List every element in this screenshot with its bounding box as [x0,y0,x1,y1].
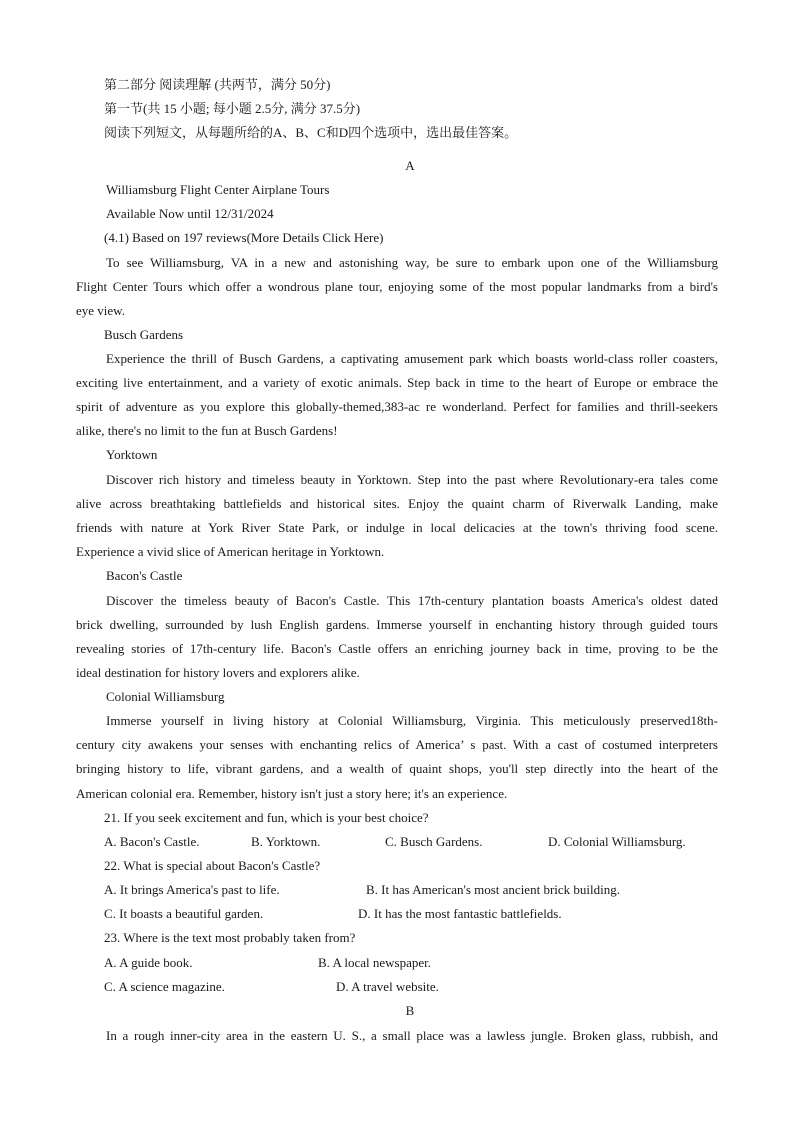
heading-busch-gardens: Busch Gardens [104,327,184,342]
option-21-c: C. Busch Gardens. [385,834,483,849]
paragraph-line: Immerse yourself in living history at Colonial Williamsburg, Virginia. This meticulously preserved18th- [106,713,718,728]
option-23-b: B. A local newspaper. [318,955,432,970]
heading-yorktown: Yorktown [106,447,158,462]
option-21-d: D. Colonial Williamsburg. [548,834,686,849]
option-23-a: A. A guide book. [104,955,193,970]
intro-line-2: Flight Center Tours which offer a wondrous plane tour, enjoying some of the most popular landmarks from a bird's [76,279,718,294]
intro-line-1: To see Williamsburg, VA in a new and astonishing way, be sure to embark upon one of the Williamsburg [106,255,718,270]
option-23-d: D. A travel website. [336,979,439,994]
paragraph-line: bringing history to life, vibrant gardens, and a wealth of quaint shops, you'll step directly into the heart of the [76,761,718,776]
option-21-a: A. Bacon's Castle. [104,834,200,849]
intro-line-3: eye view. [76,303,125,318]
paragraph-line: exciting live entertainment, and a variety of exotic animals. Step back in time to the heart of Europe or embrace the [76,375,718,390]
availability: Available Now until 12/31/2024 [106,206,274,221]
option-21-b: B. Yorktown. [251,834,321,849]
passage-b-line-1: In a rough inner-city area in the eastern U. S., a small place was a lawless jungle. Broken glass, rubbish, and [106,1028,718,1043]
passage-a-letter: A [405,158,415,173]
paragraph-line: alive across breathtaking battlefields and historical sites. Enjoy the quaint charm of Riverwalk Landing, make [76,496,718,511]
paragraph-line: century city awakens your senses with enchanting relics of America’ s past. With a cast of costumed interpreters [76,737,718,752]
paragraph-line: American colonial era. Remember, history isn't just a story here; it's an experience. [76,786,508,801]
paragraph-line: brick dwelling, surrounded by lush English gardens. Immerse yourself in enchanting history through guided tours [76,617,718,632]
passage-b-letter: B [405,1003,415,1018]
question-21: 21. If you seek excitement and fun, which is your best choice? [104,810,429,825]
option-22-b: B. It has American's most ancient brick building. [366,882,620,897]
paragraph-line: revealing stories of 17th-century life. Bacon's Castle offers an enriching journey back in time, proving to be the [76,641,718,656]
option-22-c: C. It boasts a beautiful garden. [104,906,264,921]
paragraph-line: Experience a vivid slice of American heritage in Yorktown. [76,544,385,559]
option-22-d: D. It has the most fantastic battlefields. [358,906,562,921]
heading-bacons-castle: Bacon's Castle [106,568,183,583]
paragraph-line: alike, there's no limit to the fun at Busch Gardens! [76,423,338,438]
instruction: 阅读下列短文，从每题所给的A、B、C和D四个选项中，选出最佳答案。 [104,125,518,140]
section-title: 第一节(共 15 小题; 每小题 2.5分, 满分 37.5分) [104,101,361,116]
paragraph-line: Discover the timeless beauty of Bacon's Castle. This 17th-century plantation boasts America's oldest dated [106,593,718,608]
rating-line: (4.1) Based on 197 reviews(More Details Click Here) [104,230,384,245]
paragraph-line: ideal destination for history lovers and explorers alike. [76,665,360,680]
question-22: 22. What is special about Bacon's Castle? [104,858,321,873]
option-23-c: C. A science magazine. [104,979,225,994]
paragraph-line: spirit of adventure as you explore this globally-themed,383-ac re wonderland. Perfect for families and thrill-seekers [76,399,718,414]
question-23: 23. Where is the text most probably taken from? [104,930,356,945]
ad-title: Williamsburg Flight Center Airplane Tours [106,182,330,197]
paragraph-line: Experience the thrill of Busch Gardens, a captivating amusement park which boasts world-class roller coasters, [106,351,718,366]
paragraph-line: friends with nature at York River State Park, or indulge in local delicacies at the town's thriving food scene. [76,520,718,535]
heading-colonial-williamsburg: Colonial Williamsburg [106,689,225,704]
option-22-a: A. It brings America's past to life. [104,882,280,897]
paragraph-line: Discover rich history and timeless beauty in Yorktown. Step into the past where Revolutionary-era tales come [106,472,718,487]
part-title: 第二部分 阅读理解 (共两节，满分 50分) [104,77,331,92]
